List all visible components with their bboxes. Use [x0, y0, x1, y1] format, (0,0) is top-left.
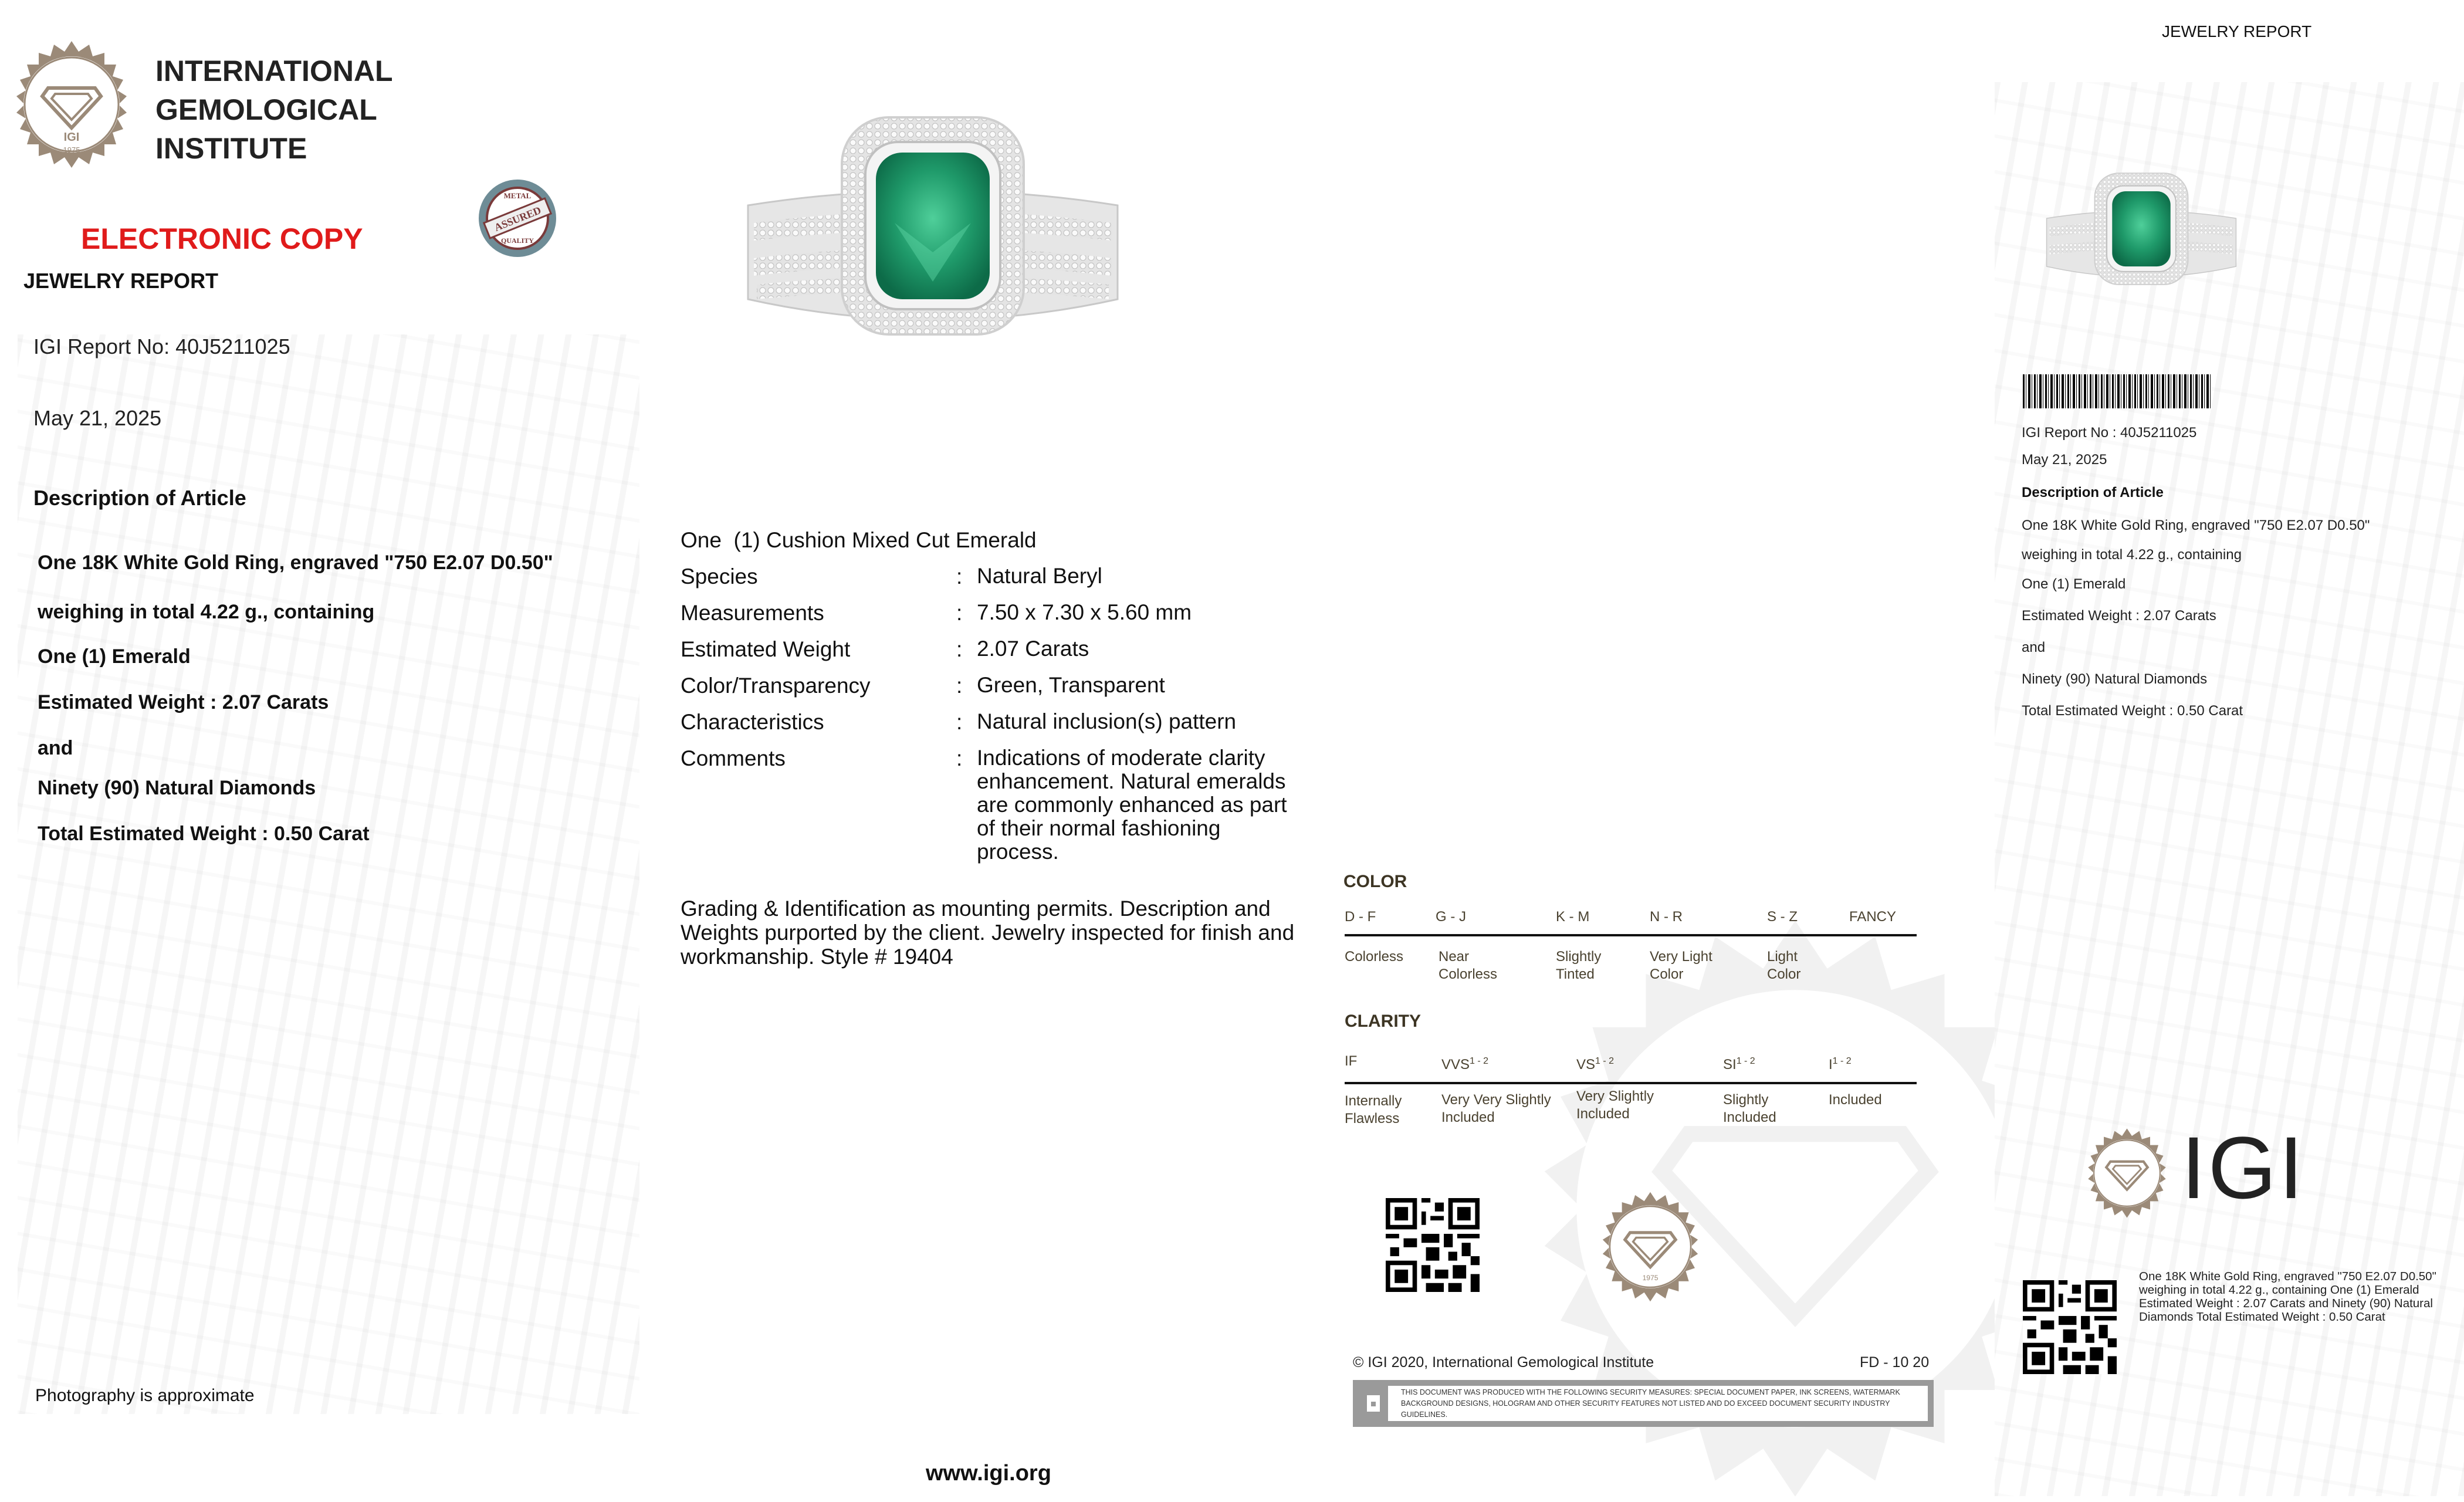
description-line: One (1) Emerald — [38, 645, 191, 668]
right-description-line: Estimated Weight : 2.07 Carats — [2022, 608, 2216, 624]
right-description-line: One 18K White Gold Ring, engraved "750 E2.07 D0.50" — [2022, 517, 2370, 533]
metal-assured-badge-icon — [476, 177, 559, 259]
color-scale-title: COLOR — [1343, 872, 1407, 891]
clarity-grade-sup: 1 - 2 — [1736, 1056, 1755, 1066]
field-label: Species — [681, 564, 758, 588]
field-colon: : — [956, 674, 963, 698]
color-grade: S - Z — [1767, 909, 1798, 925]
right-description-title: Description of Article — [2022, 485, 2164, 500]
report-number: IGI Report No: 40J5211025 — [33, 334, 290, 358]
field-value: Natural Beryl — [977, 564, 1102, 588]
report-type-title: JEWELRY REPORT — [23, 269, 219, 293]
igi-seal-center-icon — [1595, 1191, 1706, 1303]
color-desc: Colorless — [1345, 949, 1404, 965]
description-line: Total Estimated Weight : 0.50 Carat — [38, 823, 370, 845]
color-grade: FANCY — [1849, 909, 1897, 925]
document-lock-icon — [1359, 1386, 1388, 1421]
description-line: weighing in total 4.22 g., containing — [38, 601, 375, 623]
clarity-grade — [1441, 1053, 1488, 1074]
clarity-grade-sup: 1 - 2 — [1832, 1056, 1852, 1066]
clarity-scale-divider — [1345, 1082, 1917, 1084]
color-desc: Slightly Tinted — [1556, 949, 1602, 982]
grading-note: Grading & Identification as mounting permits. Description and Weights purported by the client. Jewelry inspected for finish and workmanship. Style # 19404 — [681, 897, 1295, 969]
description-line: Estimated Weight : 2.07 Carats — [38, 691, 329, 713]
report-date: May 21, 2025 — [33, 406, 162, 430]
ring-image-icon — [742, 106, 1123, 340]
right-description-line: weighing in total 4.22 g., containing — [2022, 547, 2242, 563]
clarity-desc: Very Slightly Included — [1576, 1088, 1654, 1122]
right-report-date: May 21, 2025 — [2022, 452, 2107, 468]
clarity-grade-sup: 1 - 2 — [1595, 1056, 1615, 1066]
stone-title: One (1) Cushion Mixed Cut Emerald — [681, 528, 1037, 552]
svg-text:1975: 1975 — [63, 146, 80, 154]
barcode — [2023, 374, 2212, 408]
clarity-grade — [1576, 1053, 1614, 1074]
color-desc: Near Colorless — [1439, 949, 1498, 982]
color-desc: Very Light Color — [1650, 949, 1712, 982]
igi-logo-text: IGI — [2181, 1118, 2306, 1217]
clarity-desc: Slightly Included — [1723, 1092, 1776, 1125]
clarity-grade-base: SI — [1723, 1057, 1737, 1073]
field-colon: : — [956, 564, 963, 588]
field-value: 7.50 x 7.30 x 5.60 mm — [977, 600, 1192, 624]
field-value: Natural inclusion(s) pattern — [977, 709, 1237, 733]
clarity-grade-base: VVS — [1441, 1057, 1470, 1073]
security-notice-text: THIS DOCUMENT WAS PRODUCED WITH THE FOLLOWING SECURITY MEASURES: SPECIAL DOCUMENT PAPER, INK SCREENS, WATERMARK BACKGROUND DESIGNS, HOLOGRAM AND OTHER SECURITY FEATURES NOT LISTED AND DO EXCEED DOCUMENT SECURITY INDUSTRY GUIDELINES. — [1401, 1388, 1900, 1419]
svg-text:IGI: IGI — [63, 131, 80, 144]
ring-thumbnail — [2042, 167, 2241, 287]
form-code: FD - 10 20 — [1860, 1354, 1930, 1371]
ring-thumbnail-icon — [2042, 167, 2241, 287]
svg-text:QUALITY: QUALITY — [500, 236, 534, 245]
description-line: One 18K White Gold Ring, engraved "750 E2.07 D0.50" — [38, 552, 553, 574]
field-label: Measurements — [681, 601, 824, 625]
description-line: and — [38, 737, 73, 759]
color-grade: K - M — [1556, 909, 1590, 925]
ring-photo — [742, 106, 1123, 340]
photo-disclaimer: Photography is approximate — [35, 1386, 255, 1405]
brand-name — [155, 52, 393, 168]
right-report-number: IGI Report No : 40J5211025 — [2022, 425, 2197, 441]
color-grade: D - F — [1345, 909, 1376, 925]
right-description-line: Total Estimated Weight : 0.50 Carat — [2022, 703, 2243, 719]
field-colon: : — [956, 601, 963, 625]
svg-text:ASSURED: ASSURED — [492, 204, 543, 234]
field-label: Color/Transparency — [681, 674, 871, 698]
brand-line-2: GEMOLOGICAL — [155, 93, 377, 126]
clarity-grade — [1345, 1053, 1357, 1070]
clarity-desc: Included — [1829, 1092, 1882, 1108]
clarity-desc: Internally Flawless — [1345, 1093, 1402, 1126]
field-colon: : — [956, 710, 963, 734]
description-line: Ninety (90) Natural Diamonds — [38, 777, 316, 799]
field-value: Indications of moderate clarity enhancement. Natural emeralds are commonly enhanced as part of their normal fashioning process. — [977, 746, 1287, 864]
svg-text:1975: 1975 — [1642, 1274, 1659, 1282]
clarity-grade — [1723, 1053, 1755, 1074]
clarity-grade — [1829, 1053, 1852, 1074]
qr-summary-text: One 18K White Gold Ring, engraved "750 E2.07 D0.50" weighing in total 4.22 g., containing One (1) Emerald Estimated Weight : 2.07 Carats and Ninety (90) Natural Diamonds Total Estimated Weight : 0.50 Carat — [2139, 1270, 2436, 1324]
field-label: Estimated Weight — [681, 637, 851, 661]
igi-seal-icon — [7, 40, 136, 169]
copyright-text: © IGI 2020, International Gemological Institute — [1353, 1354, 1654, 1371]
field-value: 2.07 Carats — [977, 637, 1089, 661]
right-description-line: One (1) Emerald — [2022, 576, 2126, 592]
qr-code-right-icon[interactable] — [2023, 1280, 2117, 1374]
field-colon: : — [956, 637, 963, 661]
color-grade: N - R — [1650, 909, 1683, 925]
electronic-copy-label: ELECTRONIC COPY — [81, 222, 363, 255]
clarity-grade-sup: 1 - 2 — [1470, 1056, 1489, 1066]
clarity-scale-title: CLARITY — [1345, 1012, 1421, 1031]
right-report-type: JEWELRY REPORT — [2162, 22, 2312, 40]
color-grade: G - J — [1436, 909, 1466, 925]
description-title: Description of Article — [33, 486, 246, 510]
brand-line-3: INSTITUTE — [155, 132, 307, 165]
igi-seal-right-icon — [2081, 1128, 2172, 1219]
field-label: Comments — [681, 746, 786, 770]
brand-line-1: INTERNATIONAL — [155, 55, 393, 87]
right-description-line: Ninety (90) Natural Diamonds — [2022, 671, 2208, 687]
color-scale-divider — [1345, 934, 1917, 936]
security-notice-box — [1353, 1380, 1934, 1427]
clarity-grade-base: VS — [1576, 1057, 1596, 1073]
color-desc: Light Color — [1767, 949, 1801, 982]
clarity-grade-base: IF — [1345, 1053, 1358, 1069]
right-description-line: and — [2022, 640, 2046, 655]
svg-text:METAL: METAL — [503, 191, 532, 200]
clarity-desc: Very Very Slightly Included — [1441, 1092, 1551, 1125]
website-link[interactable]: www.igi.org — [926, 1461, 1051, 1486]
field-colon: : — [956, 746, 963, 770]
field-label: Characteristics — [681, 710, 824, 734]
clarity-grade-base: I — [1829, 1057, 1833, 1073]
qr-code-icon[interactable] — [1386, 1198, 1480, 1292]
field-value: Green, Transparent — [977, 673, 1165, 697]
